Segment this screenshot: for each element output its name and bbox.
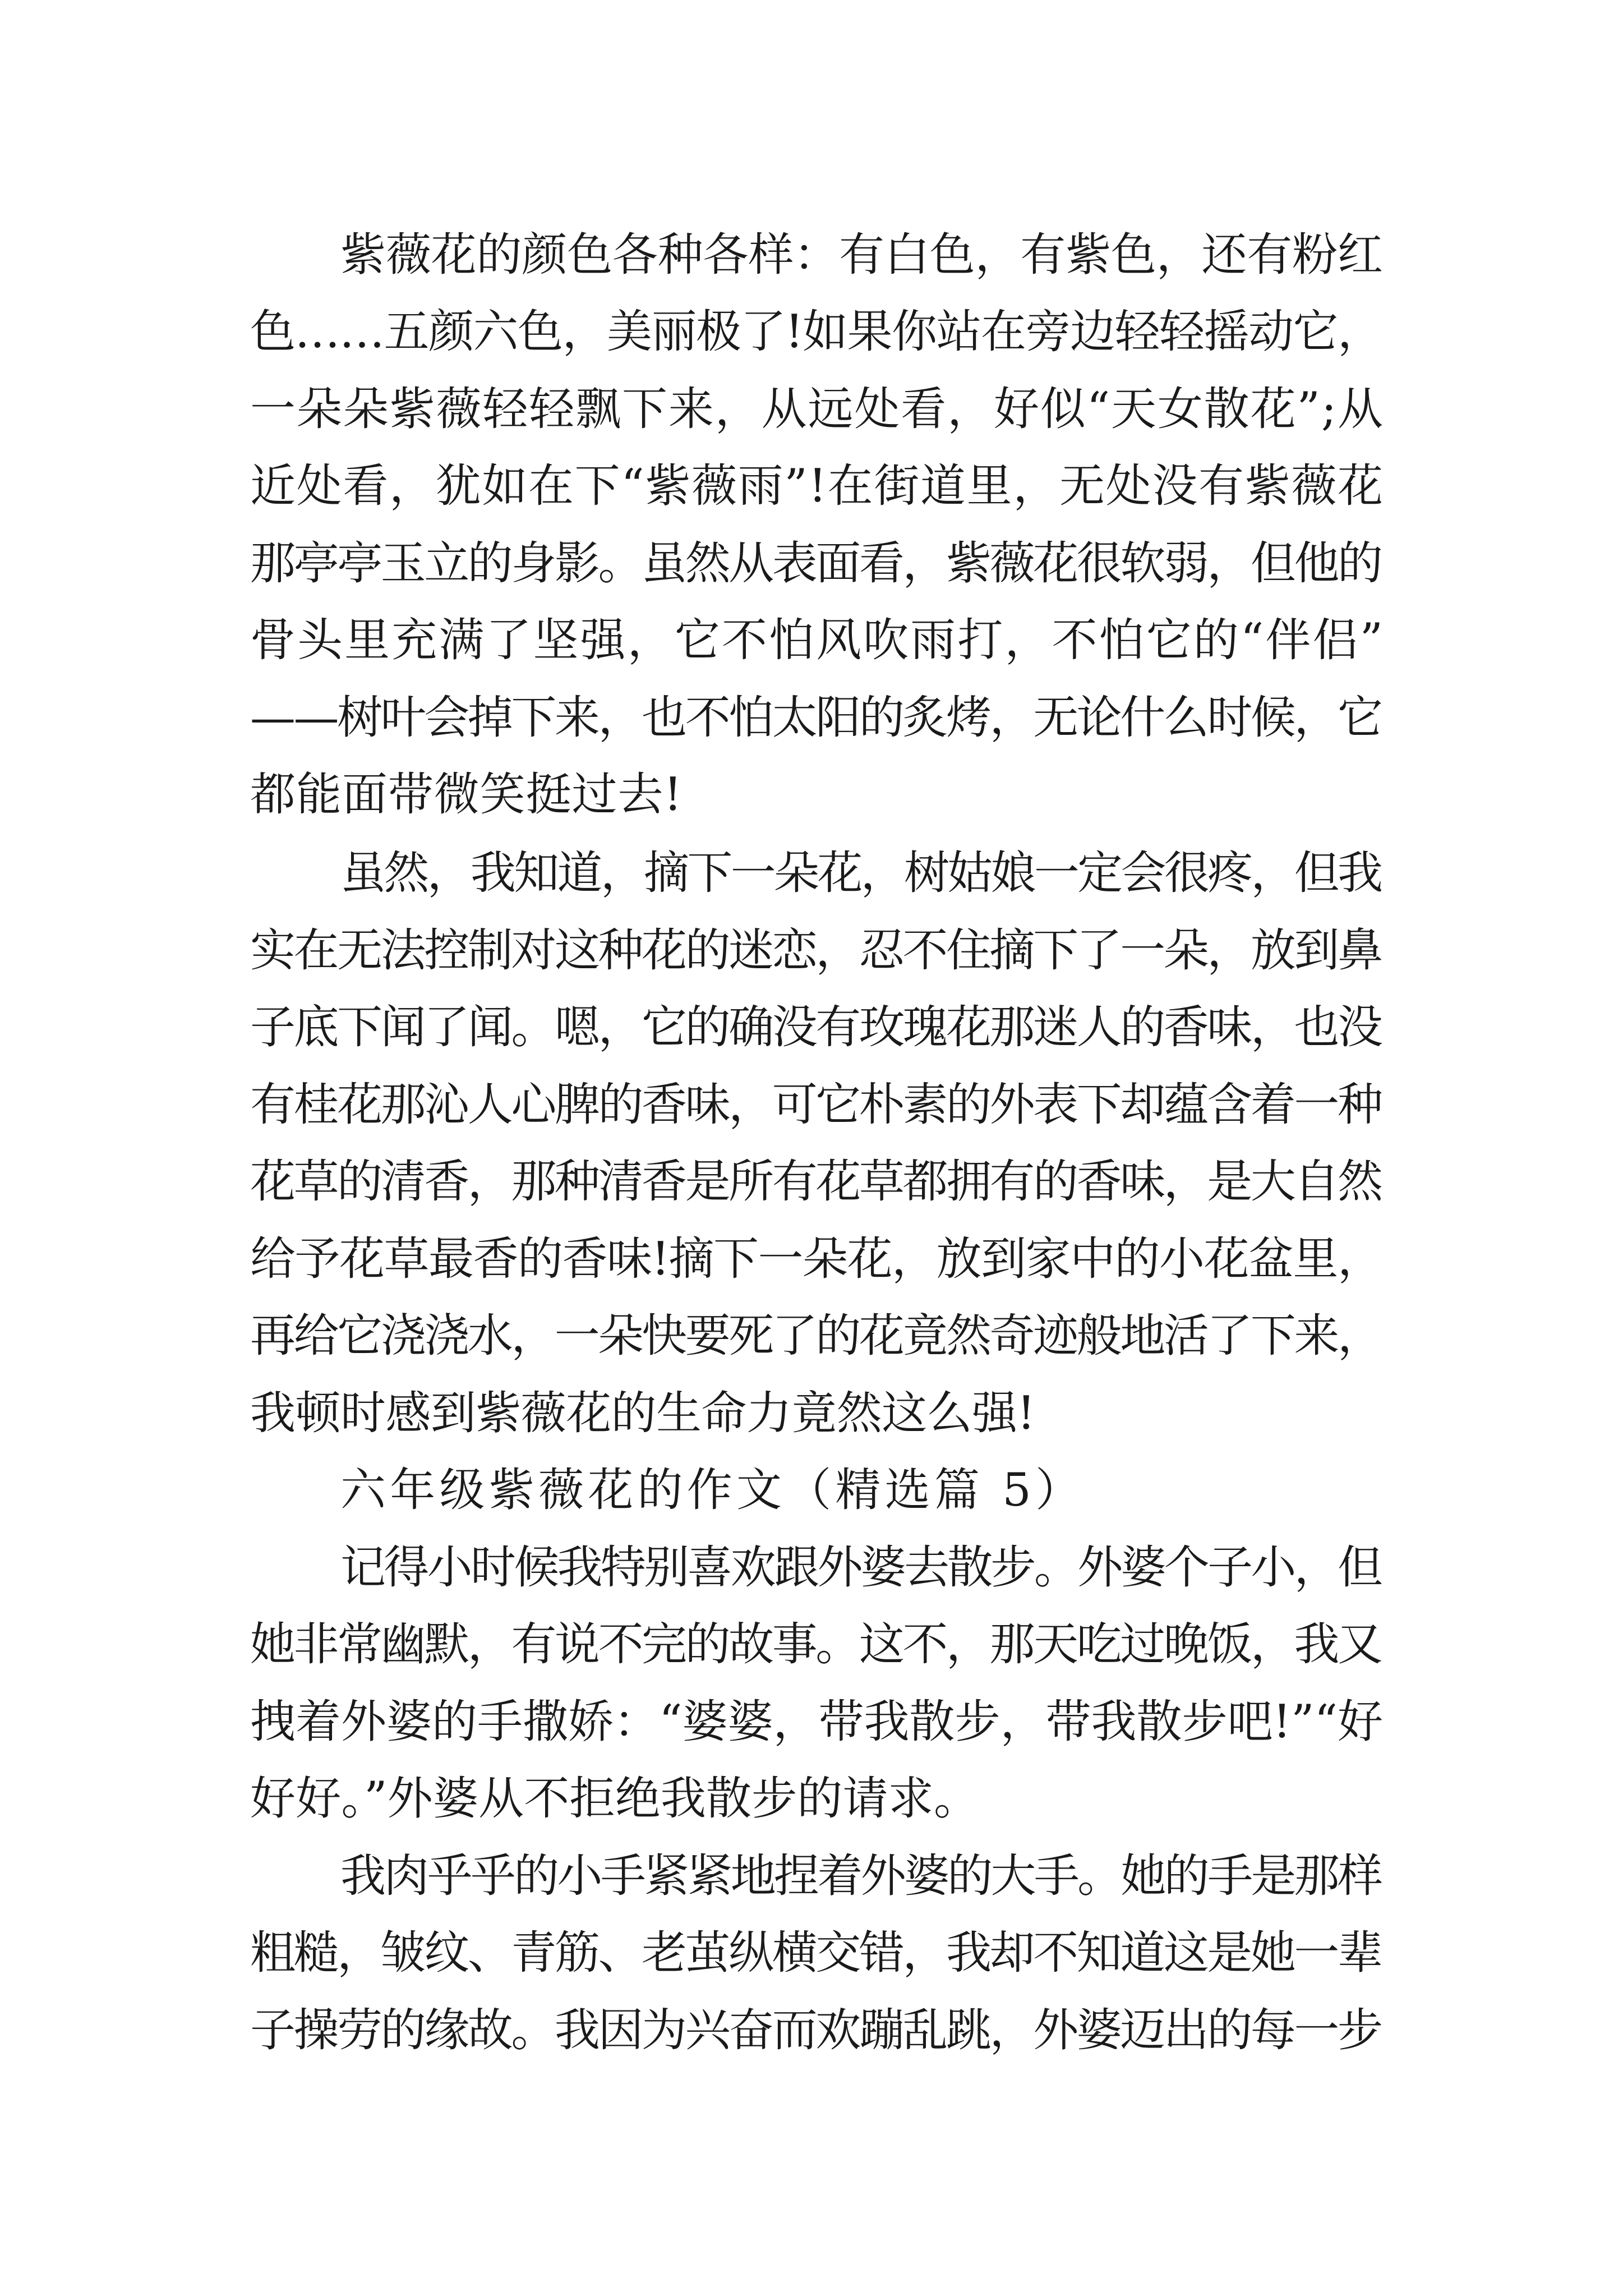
text-line: 再给它浇浇水，一朵快要死了的花竟然奇迹般地活了下来，	[250, 1310, 1381, 1363]
text-line: 色……五颜六色，美丽极了!如果你站在旁边轻轻摇动它，	[250, 306, 1382, 358]
text-line: ——树叶会掉下来，也不怕太阳的炙烤，无论什么时候，它	[250, 692, 1381, 744]
text-line: 她非常幽默，有说不完的故事。这不，那天吃过晚饭，我又	[250, 1618, 1381, 1671]
text-line: 那亭亭玉立的身影。虽然从表面看，紫薇花很软弱，但他的	[250, 537, 1381, 590]
text-line: 给予花草最香的香味!摘下一朵花，放到家中的小花盆里，	[250, 1233, 1382, 1286]
text-line: 我顿时感到紫薇花的生命力竟然这么强!	[250, 1387, 1035, 1440]
section-heading: 六年级紫薇花的作文（精选篇 5）	[340, 1464, 1085, 1517]
text-line: 我肉乎乎的小手紧紧地捏着外婆的大手。她的手是那样	[340, 1850, 1381, 1903]
text-line: 紫薇花的颜色各种各样：有白色，有紫色，还有粉红	[340, 229, 1383, 282]
text-line: 粗糙，皱纹、青筋、老茧纵横交错，我却不知道这是她一辈	[250, 1927, 1381, 1980]
text-line: 近处看，犹如在下“紫薇雨”!在街道里，无处没有紫薇花	[250, 460, 1384, 513]
text-line: 一朵朵紫薇轻轻飘下来，从远处看，好似“天女散花”;从	[250, 383, 1384, 436]
text-line: 拽着外婆的手撒娇：“婆婆，带我散步，带我散步吧!”“好	[250, 1696, 1383, 1749]
text-line: 有桂花那沁人心脾的香味，可它朴素的外表下却蕴含着一种	[250, 1079, 1381, 1131]
text-line: 子底下闻了闻。嗯，它的确没有玫瑰花那迷人的香味，也没	[250, 1001, 1381, 1054]
text-line: 好好。”外婆从不拒绝我散步的请求。	[250, 1773, 980, 1825]
text-line: 虽然，我知道，摘下一朵花，树姑娘一定会很疼，但我	[340, 847, 1381, 900]
text-line: 子操劳的缘故。我因为兴奋而欢蹦乱跳，外婆迈出的每一步	[250, 2004, 1381, 2057]
text-line: 记得小时候我特别喜欢跟外婆去散步。外婆个子小，但	[340, 1542, 1381, 1594]
text-line: 花草的清香，那种清香是所有花草都拥有的香味，是大自然	[250, 1156, 1381, 1208]
text-line: 骨头里充满了坚强，它不怕风吹雨打，不怕它的“伴侣”	[250, 614, 1385, 667]
text-line: 实在无法控制对这种花的迷恋，忍不住摘下了一朵，放到鼻	[250, 924, 1381, 977]
text-line: 都能面带微笑挺过去!	[250, 769, 683, 821]
